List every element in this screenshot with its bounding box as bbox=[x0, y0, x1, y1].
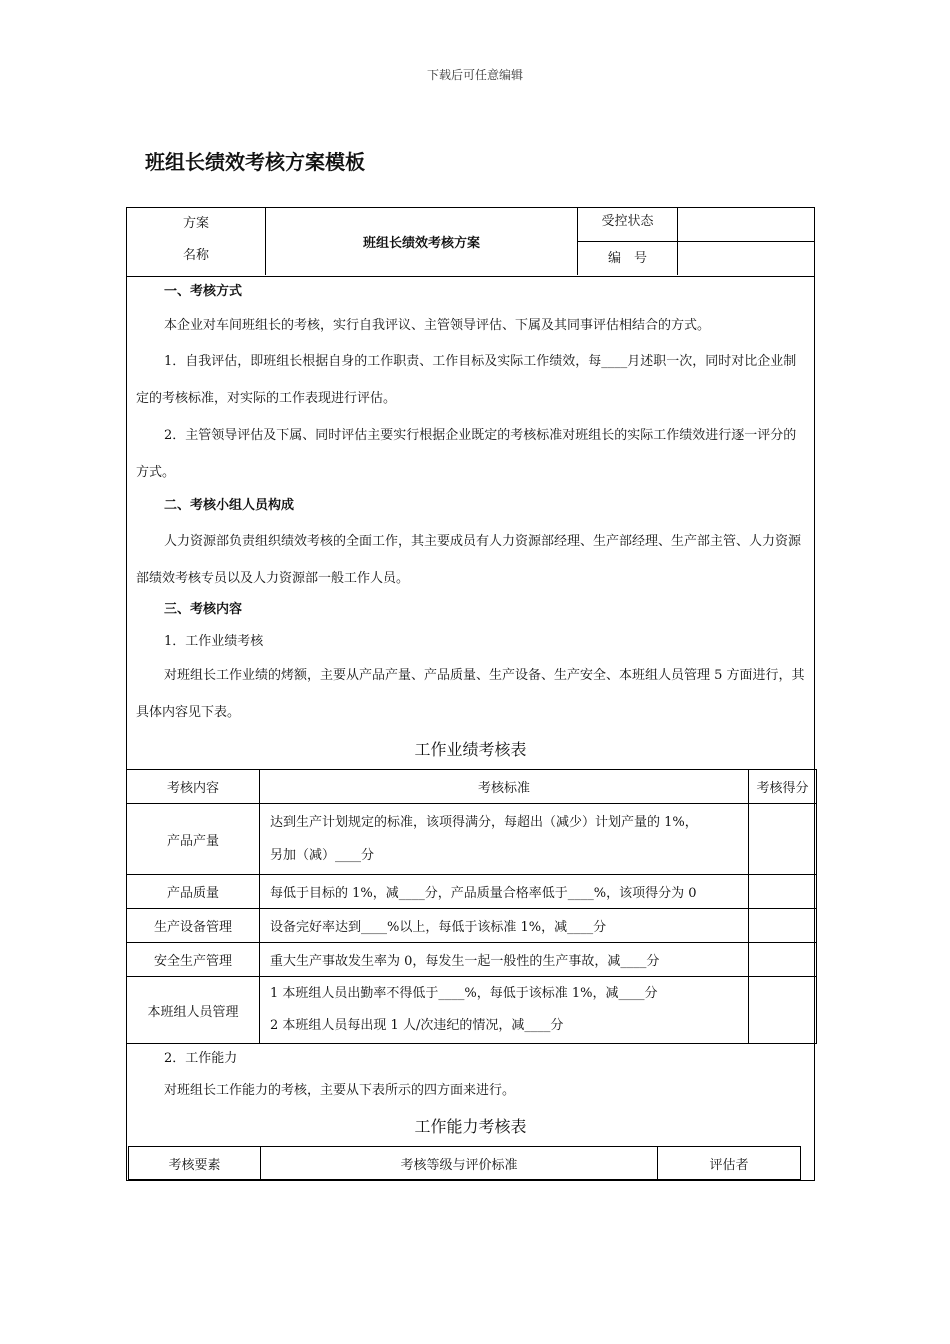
row-criteria bbox=[260, 977, 749, 1044]
document-frame bbox=[126, 207, 815, 1181]
row-score bbox=[749, 909, 817, 943]
row-score bbox=[749, 943, 817, 977]
performance-table bbox=[126, 769, 817, 1044]
row-criteria: 重大生产事故发生率为 0，每发生一起一般性的生产事故，减____分 bbox=[260, 943, 749, 977]
scheme-name-value: 班组长绩效考核方案 bbox=[266, 208, 578, 275]
paragraph: 对班组长工作能力的考核，主要从下表所示的四方面来进行。 bbox=[164, 1083, 516, 1098]
label-line-2: 名称 bbox=[182, 248, 209, 263]
paragraph: 对班组长工作业绩的烤额，主要从产品产量、产品质量、生产设备、生产安全、本班组人员管理 5 方面进行，其具体内容见下表。 bbox=[136, 668, 805, 720]
table-row bbox=[127, 977, 817, 1044]
criteria-line: 达到生产计划规定的标准，该项得满分，每超出（减少）计划产量的 1%， bbox=[270, 815, 698, 830]
criteria-line: 1 本班组人员出勤率不得低于____%，每低于该标准 1%，减____分 bbox=[270, 986, 658, 1001]
number-label: 编 号 bbox=[578, 242, 678, 275]
row-item: 本班组人员管理 bbox=[127, 977, 260, 1044]
header-cell: 考核要素 bbox=[129, 1147, 261, 1180]
paragraph: 本企业对车间班组长的考核，实行自我评议、主管领导评估、下属及其同事评估相结合的方式。 bbox=[164, 318, 711, 333]
section-heading: 一、考核方式 bbox=[164, 284, 243, 299]
row-score bbox=[749, 977, 817, 1044]
row-item: 产品质量 bbox=[127, 875, 260, 909]
row-score bbox=[749, 875, 817, 909]
table-row bbox=[127, 909, 817, 943]
header-cell: 考核内容 bbox=[127, 770, 260, 804]
ability-table bbox=[128, 1146, 801, 1180]
header-note: 下载后可任意编辑 bbox=[426, 68, 523, 82]
info-header bbox=[127, 208, 814, 277]
header-cell: 考核等级与评价标准 bbox=[261, 1147, 658, 1180]
header-cell: 考核得分 bbox=[749, 770, 817, 804]
section-heading: 三、考核内容 bbox=[164, 602, 243, 617]
row-criteria bbox=[260, 804, 749, 875]
criteria-line: 另加（减）____分 bbox=[270, 848, 375, 863]
performance-table-caption: 工作业绩考核表 bbox=[414, 740, 527, 759]
table-row bbox=[127, 943, 817, 977]
subheading: 2．工作能力 bbox=[164, 1051, 238, 1066]
table-row bbox=[127, 875, 817, 909]
row-item: 产品产量 bbox=[127, 804, 260, 875]
page-title: 班组长绩效考核方案模板 bbox=[145, 150, 365, 174]
row-criteria: 每低于目标的 1%，减____分，产品质量合格率低于____%，该项得分为 0 bbox=[260, 875, 749, 909]
paragraph: 1．自我评估，即班组长根据自身的工作职责、工作目标及实际工作绩效，每____月述职一次，同时对比企业制定的考核标准，对实际的工作表现进行评估。 bbox=[136, 354, 797, 406]
criteria-line: 2 本班组人员每出现 1 人/次违纪的情况，减____分 bbox=[270, 1018, 564, 1033]
section-heading: 二、考核小组人员构成 bbox=[164, 498, 295, 513]
subheading: 1．工作业绩考核 bbox=[164, 634, 264, 649]
row-score bbox=[749, 804, 817, 875]
document-body bbox=[127, 277, 814, 1180]
control-status-value bbox=[678, 208, 815, 242]
scheme-name-label bbox=[127, 208, 266, 275]
header-cell: 考核标准 bbox=[260, 770, 749, 804]
table-row bbox=[127, 804, 817, 875]
row-item: 安全生产管理 bbox=[127, 943, 260, 977]
paragraph: 2．主管领导评估及下属、同时评估主要实行根据企业既定的考核标准对班组长的实际工作绩效进行逐一评分的方式。 bbox=[136, 428, 797, 480]
row-criteria: 设备完好率达到____%以上，每低于该标准 1%，减____分 bbox=[260, 909, 749, 943]
number-value bbox=[678, 242, 815, 275]
ability-table-caption: 工作能力考核表 bbox=[414, 1117, 527, 1136]
label-line-1: 方案 bbox=[182, 216, 209, 231]
paragraph: 人力资源部负责组织绩效考核的全面工作，其主要成员有人力资源部经理、生产部经理、生产部主管、人力资源部绩效考核专员以及人力资源部一般工作人员。 bbox=[136, 534, 802, 586]
row-item: 生产设备管理 bbox=[127, 909, 260, 943]
header-cell: 评估者 bbox=[658, 1147, 801, 1180]
control-status-label: 受控状态 bbox=[578, 208, 678, 242]
